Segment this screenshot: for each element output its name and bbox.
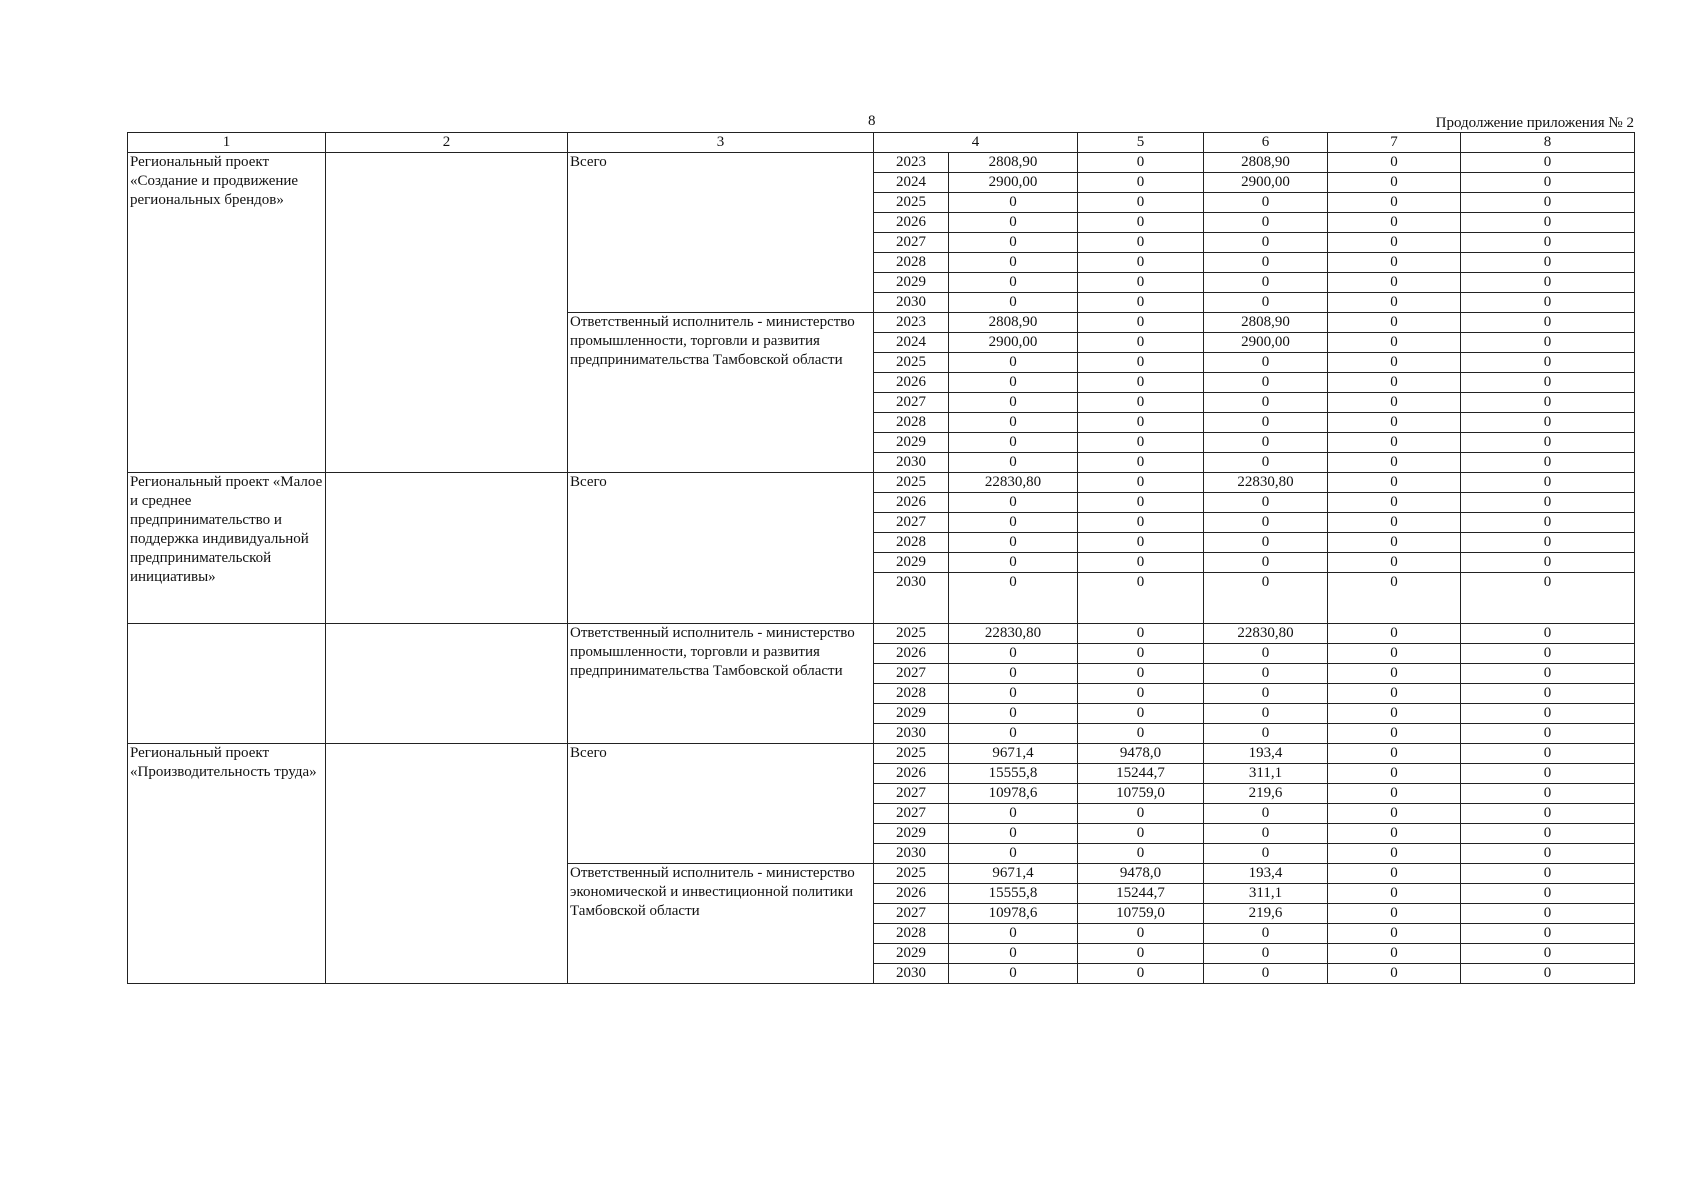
- column-8-value-cell: 0: [1461, 353, 1635, 373]
- column-8-value-cell: 0: [1461, 253, 1635, 273]
- year-cell: 2026: [874, 644, 949, 664]
- year-cell: 2028: [874, 253, 949, 273]
- column-4-value-cell: 0: [949, 804, 1078, 824]
- column-6-value-cell: 0: [1204, 644, 1328, 664]
- column-8-value-cell: 0: [1461, 804, 1635, 824]
- table-body: [128, 153, 1635, 984]
- column-8-value-cell: 0: [1461, 864, 1635, 884]
- column-8-value-cell: 0: [1461, 844, 1635, 864]
- column-7-value-cell: 0: [1328, 533, 1461, 553]
- column-2-cell: [326, 153, 568, 473]
- column-4-value-cell: 0: [949, 944, 1078, 964]
- column-7-value-cell: 0: [1328, 353, 1461, 373]
- column-4-value-cell: 10978,6: [949, 904, 1078, 924]
- column-5-value-cell: 9478,0: [1078, 864, 1204, 884]
- column-4-value-cell: 10978,6: [949, 784, 1078, 804]
- column-5-value-cell: 9478,0: [1078, 744, 1204, 764]
- funding-source-cell: Всего: [568, 153, 874, 313]
- project-name-cell: Региональный проект «Производительность труда»: [128, 744, 326, 984]
- column-6-value-cell: 0: [1204, 453, 1328, 473]
- column-7-value-cell: 0: [1328, 724, 1461, 744]
- column-7-value-cell: 0: [1328, 864, 1461, 884]
- column-6-value-cell: 0: [1204, 724, 1328, 744]
- column-6-value-cell: 0: [1204, 193, 1328, 213]
- year-cell: 2026: [874, 884, 949, 904]
- year-cell: 2027: [874, 904, 949, 924]
- column-8-value-cell: 0: [1461, 233, 1635, 253]
- column-6-value-cell: 2808,90: [1204, 313, 1328, 333]
- column-7-value-cell: 0: [1328, 904, 1461, 924]
- year-cell: 2028: [874, 413, 949, 433]
- column-header: 2: [326, 133, 568, 153]
- column-4-value-cell: 0: [949, 684, 1078, 704]
- year-cell: 2025: [874, 864, 949, 884]
- column-7-value-cell: 0: [1328, 493, 1461, 513]
- column-8-value-cell: 0: [1461, 964, 1635, 984]
- year-cell: 2029: [874, 273, 949, 293]
- column-6-value-cell: 0: [1204, 844, 1328, 864]
- year-cell: 2028: [874, 924, 949, 944]
- column-7-value-cell: 0: [1328, 433, 1461, 453]
- column-6-value-cell: 0: [1204, 804, 1328, 824]
- column-5-value-cell: 0: [1078, 353, 1204, 373]
- column-5-value-cell: 0: [1078, 944, 1204, 964]
- column-7-value-cell: 0: [1328, 804, 1461, 824]
- column-5-value-cell: 0: [1078, 804, 1204, 824]
- column-5-value-cell: 0: [1078, 533, 1204, 553]
- column-5-value-cell: 0: [1078, 273, 1204, 293]
- column-8-value-cell: 0: [1461, 824, 1635, 844]
- column-8-value-cell: 0: [1461, 724, 1635, 744]
- column-5-value-cell: 0: [1078, 824, 1204, 844]
- column-2-cell: [326, 473, 568, 624]
- column-8-value-cell: 0: [1461, 644, 1635, 664]
- column-7-value-cell: 0: [1328, 273, 1461, 293]
- column-7-value-cell: 0: [1328, 644, 1461, 664]
- column-4-value-cell: 22830,80: [949, 624, 1078, 644]
- column-4-value-cell: 0: [949, 193, 1078, 213]
- column-4-value-cell: 0: [949, 644, 1078, 664]
- column-8-value-cell: 0: [1461, 573, 1635, 624]
- funding-source-cell: Ответственный исполнитель - министерство промышленности, торговли и развития предпринимательства Тамбовской области: [568, 624, 874, 744]
- year-cell: 2027: [874, 233, 949, 253]
- column-7-value-cell: 0: [1328, 413, 1461, 433]
- column-4-value-cell: 0: [949, 373, 1078, 393]
- column-5-value-cell: 0: [1078, 684, 1204, 704]
- column-6-value-cell: 0: [1204, 353, 1328, 373]
- column-header: 6: [1204, 133, 1328, 153]
- column-5-value-cell: 0: [1078, 553, 1204, 573]
- year-cell: 2027: [874, 513, 949, 533]
- column-4-value-cell: 0: [949, 533, 1078, 553]
- column-5-value-cell: 0: [1078, 393, 1204, 413]
- year-cell: 2025: [874, 744, 949, 764]
- column-6-value-cell: 193,4: [1204, 744, 1328, 764]
- table-row: [128, 473, 1635, 493]
- column-5-value-cell: 0: [1078, 493, 1204, 513]
- column-header: 8: [1461, 133, 1635, 153]
- column-4-value-cell: 0: [949, 253, 1078, 273]
- column-5-value-cell: 0: [1078, 193, 1204, 213]
- column-6-value-cell: 0: [1204, 824, 1328, 844]
- column-8-value-cell: 0: [1461, 924, 1635, 944]
- year-cell: 2030: [874, 453, 949, 473]
- column-4-value-cell: 9671,4: [949, 744, 1078, 764]
- column-7-value-cell: 0: [1328, 333, 1461, 353]
- column-7-value-cell: 0: [1328, 313, 1461, 333]
- year-cell: 2030: [874, 964, 949, 984]
- column-6-value-cell: 0: [1204, 373, 1328, 393]
- column-7-value-cell: 0: [1328, 513, 1461, 533]
- table-row: [128, 624, 1635, 644]
- column-4-value-cell: 22830,80: [949, 473, 1078, 493]
- column-7-value-cell: 0: [1328, 884, 1461, 904]
- column-8-value-cell: 0: [1461, 393, 1635, 413]
- column-5-value-cell: 0: [1078, 624, 1204, 644]
- column-5-value-cell: 0: [1078, 704, 1204, 724]
- column-5-value-cell: 0: [1078, 253, 1204, 273]
- column-4-value-cell: 0: [949, 724, 1078, 744]
- column-4-value-cell: 0: [949, 704, 1078, 724]
- column-6-value-cell: 0: [1204, 293, 1328, 313]
- column-5-value-cell: 0: [1078, 453, 1204, 473]
- column-8-value-cell: 0: [1461, 513, 1635, 533]
- year-cell: 2029: [874, 704, 949, 724]
- column-header: 7: [1328, 133, 1461, 153]
- column-header: 3: [568, 133, 874, 153]
- column-header: 5: [1078, 133, 1204, 153]
- column-4-value-cell: 0: [949, 553, 1078, 573]
- column-8-value-cell: 0: [1461, 193, 1635, 213]
- column-4-value-cell: 0: [949, 664, 1078, 684]
- year-cell: 2030: [874, 724, 949, 744]
- column-4-value-cell: 15555,8: [949, 884, 1078, 904]
- year-cell: 2026: [874, 373, 949, 393]
- year-cell: 2030: [874, 844, 949, 864]
- column-5-value-cell: 15244,7: [1078, 884, 1204, 904]
- column-5-value-cell: 0: [1078, 573, 1204, 624]
- column-2-cell: [326, 744, 568, 984]
- column-number-row: [128, 133, 1635, 153]
- year-cell: 2025: [874, 193, 949, 213]
- column-6-value-cell: 2900,00: [1204, 333, 1328, 353]
- column-6-value-cell: 0: [1204, 433, 1328, 453]
- column-8-value-cell: 0: [1461, 413, 1635, 433]
- column-4-value-cell: 0: [949, 924, 1078, 944]
- column-5-value-cell: 0: [1078, 433, 1204, 453]
- column-8-value-cell: 0: [1461, 764, 1635, 784]
- column-4-value-cell: 2808,90: [949, 313, 1078, 333]
- column-6-value-cell: 0: [1204, 253, 1328, 273]
- column-4-value-cell: 0: [949, 964, 1078, 984]
- column-7-value-cell: 0: [1328, 253, 1461, 273]
- column-5-value-cell: 0: [1078, 844, 1204, 864]
- column-4-value-cell: 0: [949, 453, 1078, 473]
- column-7-value-cell: 0: [1328, 473, 1461, 493]
- column-6-value-cell: 0: [1204, 944, 1328, 964]
- column-5-value-cell: 0: [1078, 213, 1204, 233]
- year-cell: 2025: [874, 624, 949, 644]
- column-4-value-cell: 0: [949, 393, 1078, 413]
- column-7-value-cell: 0: [1328, 944, 1461, 964]
- column-8-value-cell: 0: [1461, 704, 1635, 724]
- project-name-cell: Региональный проект «Создание и продвижение региональных брендов»: [128, 153, 326, 473]
- column-5-value-cell: 0: [1078, 233, 1204, 253]
- column-8-value-cell: 0: [1461, 273, 1635, 293]
- column-8-value-cell: 0: [1461, 664, 1635, 684]
- column-8-value-cell: 0: [1461, 684, 1635, 704]
- column-5-value-cell: 0: [1078, 333, 1204, 353]
- column-7-value-cell: 0: [1328, 453, 1461, 473]
- year-cell: 2029: [874, 433, 949, 453]
- column-8-value-cell: 0: [1461, 373, 1635, 393]
- column-6-value-cell: 0: [1204, 553, 1328, 573]
- year-cell: 2029: [874, 553, 949, 573]
- column-6-value-cell: 311,1: [1204, 884, 1328, 904]
- continuation-note: Продолжение приложения № 2: [1435, 115, 1634, 131]
- column-6-value-cell: 219,6: [1204, 904, 1328, 924]
- year-cell: 2026: [874, 213, 949, 233]
- column-7-value-cell: 0: [1328, 213, 1461, 233]
- budget-table: [127, 132, 1635, 984]
- column-6-value-cell: 0: [1204, 573, 1328, 624]
- column-7-value-cell: 0: [1328, 764, 1461, 784]
- column-6-value-cell: 0: [1204, 513, 1328, 533]
- column-6-value-cell: 0: [1204, 233, 1328, 253]
- column-5-value-cell: 0: [1078, 373, 1204, 393]
- column-8-value-cell: 0: [1461, 153, 1635, 173]
- column-6-value-cell: 0: [1204, 413, 1328, 433]
- year-cell: 2023: [874, 313, 949, 333]
- column-4-value-cell: 0: [949, 433, 1078, 453]
- page-number: 8: [868, 113, 876, 129]
- column-8-value-cell: 0: [1461, 904, 1635, 924]
- column-4-value-cell: 0: [949, 353, 1078, 373]
- column-7-value-cell: 0: [1328, 824, 1461, 844]
- funding-source-cell: Всего: [568, 473, 874, 624]
- year-cell: 2024: [874, 333, 949, 353]
- column-8-value-cell: 0: [1461, 313, 1635, 333]
- column-4-value-cell: 0: [949, 413, 1078, 433]
- column-8-value-cell: 0: [1461, 453, 1635, 473]
- column-header: 4: [874, 133, 1078, 153]
- column-4-value-cell: 2808,90: [949, 153, 1078, 173]
- column-7-value-cell: 0: [1328, 964, 1461, 984]
- column-4-value-cell: 2900,00: [949, 173, 1078, 193]
- funding-source-cell: Всего: [568, 744, 874, 864]
- year-cell: 2027: [874, 784, 949, 804]
- column-7-value-cell: 0: [1328, 624, 1461, 644]
- column-7-value-cell: 0: [1328, 373, 1461, 393]
- column-8-value-cell: 0: [1461, 533, 1635, 553]
- column-7-value-cell: 0: [1328, 193, 1461, 213]
- year-cell: 2028: [874, 533, 949, 553]
- column-6-value-cell: 219,6: [1204, 784, 1328, 804]
- project-name-cell: [128, 624, 326, 744]
- column-7-value-cell: 0: [1328, 173, 1461, 193]
- column-6-value-cell: 0: [1204, 273, 1328, 293]
- column-8-value-cell: 0: [1461, 473, 1635, 493]
- column-7-value-cell: 0: [1328, 704, 1461, 724]
- column-header: 1: [128, 133, 326, 153]
- column-7-value-cell: 0: [1328, 684, 1461, 704]
- column-7-value-cell: 0: [1328, 293, 1461, 313]
- column-6-value-cell: 193,4: [1204, 864, 1328, 884]
- column-4-value-cell: 2900,00: [949, 333, 1078, 353]
- column-6-value-cell: 311,1: [1204, 764, 1328, 784]
- column-8-value-cell: 0: [1461, 944, 1635, 964]
- year-cell: 2029: [874, 944, 949, 964]
- column-6-value-cell: 0: [1204, 664, 1328, 684]
- column-5-value-cell: 0: [1078, 313, 1204, 333]
- column-5-value-cell: 0: [1078, 293, 1204, 313]
- column-5-value-cell: 0: [1078, 724, 1204, 744]
- column-5-value-cell: 10759,0: [1078, 904, 1204, 924]
- column-6-value-cell: 0: [1204, 704, 1328, 724]
- column-5-value-cell: 0: [1078, 513, 1204, 533]
- project-name-cell: Региональный проект «Малое и среднее предпринимательство и поддержка индивидуальной предпринимательской инициативы»: [128, 473, 326, 624]
- column-6-value-cell: 0: [1204, 684, 1328, 704]
- column-4-value-cell: 15555,8: [949, 764, 1078, 784]
- column-5-value-cell: 10759,0: [1078, 784, 1204, 804]
- column-6-value-cell: 0: [1204, 924, 1328, 944]
- column-5-value-cell: 0: [1078, 644, 1204, 664]
- column-2-cell: [326, 624, 568, 744]
- column-8-value-cell: 0: [1461, 744, 1635, 764]
- column-8-value-cell: 0: [1461, 293, 1635, 313]
- table-row: [128, 153, 1635, 173]
- column-7-value-cell: 0: [1328, 393, 1461, 413]
- column-6-value-cell: 0: [1204, 493, 1328, 513]
- column-6-value-cell: 2808,90: [1204, 153, 1328, 173]
- year-cell: 2027: [874, 393, 949, 413]
- year-cell: 2027: [874, 804, 949, 824]
- column-8-value-cell: 0: [1461, 553, 1635, 573]
- column-8-value-cell: 0: [1461, 884, 1635, 904]
- funding-source-cell: Ответственный исполнитель - министерство экономической и инвестиционной политики Тамбовской области: [568, 864, 874, 984]
- column-7-value-cell: 0: [1328, 233, 1461, 253]
- column-7-value-cell: 0: [1328, 924, 1461, 944]
- column-6-value-cell: 2900,00: [1204, 173, 1328, 193]
- column-7-value-cell: 0: [1328, 784, 1461, 804]
- column-6-value-cell: 0: [1204, 213, 1328, 233]
- year-cell: 2029: [874, 824, 949, 844]
- year-cell: 2030: [874, 293, 949, 313]
- column-8-value-cell: 0: [1461, 333, 1635, 353]
- column-4-value-cell: 0: [949, 824, 1078, 844]
- column-6-value-cell: 0: [1204, 533, 1328, 553]
- year-cell: 2027: [874, 664, 949, 684]
- column-5-value-cell: 0: [1078, 153, 1204, 173]
- column-8-value-cell: 0: [1461, 213, 1635, 233]
- year-cell: 2026: [874, 493, 949, 513]
- column-7-value-cell: 0: [1328, 844, 1461, 864]
- column-5-value-cell: 0: [1078, 173, 1204, 193]
- column-5-value-cell: 0: [1078, 473, 1204, 493]
- column-5-value-cell: 0: [1078, 924, 1204, 944]
- column-4-value-cell: 0: [949, 213, 1078, 233]
- column-4-value-cell: 0: [949, 573, 1078, 624]
- column-7-value-cell: 0: [1328, 153, 1461, 173]
- column-4-value-cell: 0: [949, 233, 1078, 253]
- column-8-value-cell: 0: [1461, 493, 1635, 513]
- year-cell: 2030: [874, 573, 949, 624]
- column-7-value-cell: 0: [1328, 553, 1461, 573]
- column-8-value-cell: 0: [1461, 624, 1635, 644]
- year-cell: 2026: [874, 764, 949, 784]
- column-7-value-cell: 0: [1328, 664, 1461, 684]
- column-6-value-cell: 0: [1204, 964, 1328, 984]
- year-cell: 2025: [874, 473, 949, 493]
- column-4-value-cell: 0: [949, 273, 1078, 293]
- column-6-value-cell: 22830,80: [1204, 473, 1328, 493]
- column-6-value-cell: 0: [1204, 393, 1328, 413]
- column-4-value-cell: 0: [949, 293, 1078, 313]
- column-5-value-cell: 15244,7: [1078, 764, 1204, 784]
- column-8-value-cell: 0: [1461, 173, 1635, 193]
- column-4-value-cell: 0: [949, 513, 1078, 533]
- year-cell: 2025: [874, 353, 949, 373]
- column-8-value-cell: 0: [1461, 784, 1635, 804]
- column-4-value-cell: 0: [949, 493, 1078, 513]
- year-cell: 2024: [874, 173, 949, 193]
- column-5-value-cell: 0: [1078, 413, 1204, 433]
- year-cell: 2023: [874, 153, 949, 173]
- column-7-value-cell: 0: [1328, 744, 1461, 764]
- column-5-value-cell: 0: [1078, 664, 1204, 684]
- column-8-value-cell: 0: [1461, 433, 1635, 453]
- column-5-value-cell: 0: [1078, 964, 1204, 984]
- table-row: [128, 744, 1635, 764]
- column-4-value-cell: 9671,4: [949, 864, 1078, 884]
- funding-source-cell: Ответственный исполнитель - министерство промышленности, торговли и развития предпринимательства Тамбовской области: [568, 313, 874, 473]
- column-6-value-cell: 22830,80: [1204, 624, 1328, 644]
- column-7-value-cell: 0: [1328, 573, 1461, 624]
- year-cell: 2028: [874, 684, 949, 704]
- column-4-value-cell: 0: [949, 844, 1078, 864]
